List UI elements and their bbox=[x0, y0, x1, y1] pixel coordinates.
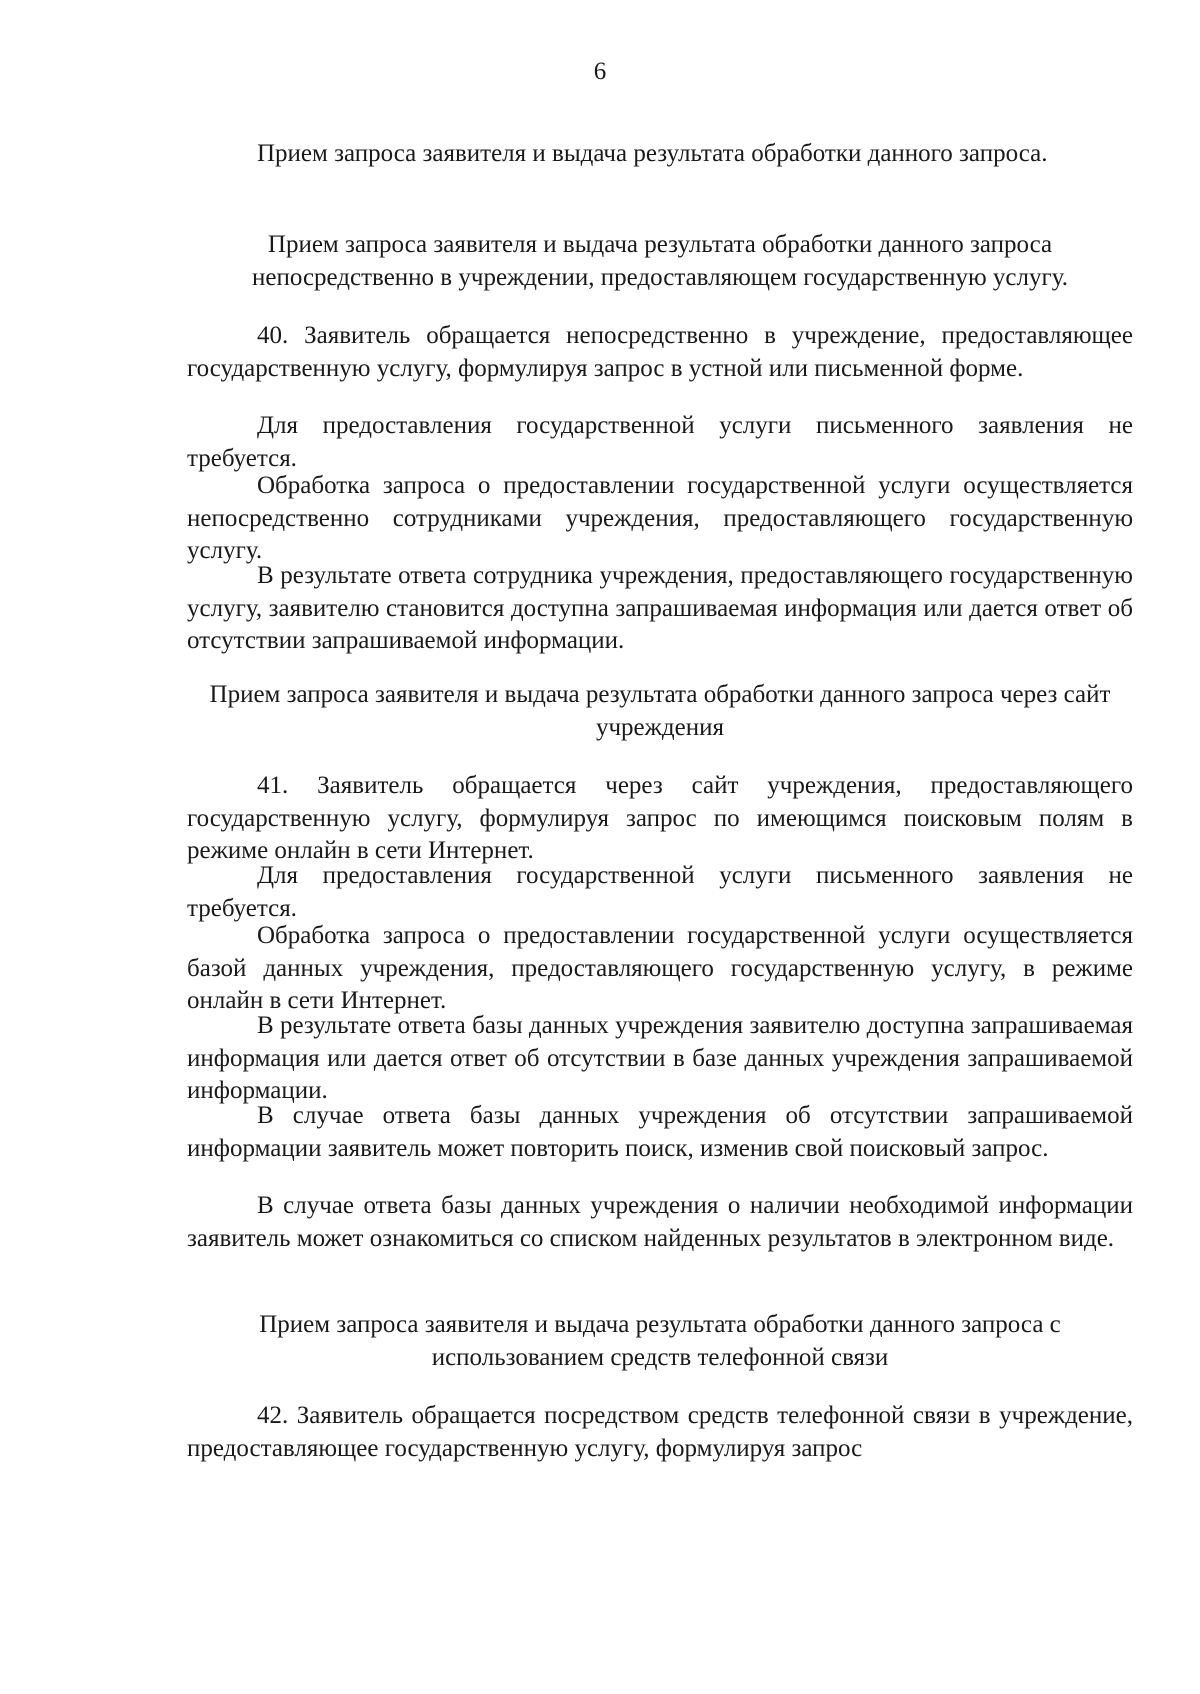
paragraph-41-result: В результате ответа базы данных учреждения заявителю доступна запрашиваемая информация или дается ответ об отсутствии в базе данных учреждения запрашиваемой информации. bbox=[187, 1012, 1133, 1104]
paragraph-40-processing: Обработка запроса о предоставлении государственной услуги осуществляется непосредственно сотрудниками учреждения, предоставляющего государственную услугу. bbox=[187, 472, 1133, 564]
paragraph-41-no-application: Для предоставления государственной услуги письменного заявления не требуется. bbox=[187, 862, 1133, 922]
page-number: 6 bbox=[593, 58, 607, 85]
paragraph-42: 42. Заявитель обращается посредством средств телефонной связи в учреждение, предоставляющее государственную услугу, формулируя запрос bbox=[187, 1402, 1133, 1462]
paragraph-41: 41. Заявитель обращается через сайт учреждения, предоставляющего государственную услугу, формулируя запрос по имеющимся поисковым полям в режиме онлайн в сети Интернет. bbox=[187, 772, 1133, 864]
intro-paragraph: Прием запроса заявителя и выдача результата обработки данного запроса. bbox=[257, 140, 1048, 167]
section-heading-website: Прием запроса заявителя и выдача результата обработки данного запроса через сайт учреждения bbox=[209, 681, 1111, 741]
section-heading-telephone: Прием запроса заявителя и выдача результата обработки данного запроса с использованием средств телефонной связи bbox=[259, 1311, 1061, 1371]
paragraph-40-no-application: Для предоставления государственной услуги письменного заявления не требуется. bbox=[187, 412, 1133, 472]
paragraph-41-not-found: В случае ответа базы данных учреждения об отсутствии запрашиваемой информации заявитель может повторить поиск, изменив свой поисковый запрос. bbox=[187, 1102, 1133, 1162]
section-heading-in-person: Прием запроса заявителя и выдача результата обработки данного запроса непосредственно в учреждении, предоставляющем государственную услугу. bbox=[251, 231, 1069, 291]
paragraph-40-result: В результате ответа сотрудника учреждения, предоставляющего государственную услугу, заявителю становится доступна запрашиваемая информация или дается ответ об отсутствии запрашиваемой информации. bbox=[187, 562, 1133, 654]
paragraph-41-found: В случае ответа базы данных учреждения о наличии необходимой информации заявитель может ознакомиться со списком найденных результатов в электронном виде. bbox=[187, 1192, 1133, 1252]
paragraph-40: 40. Заявитель обращается непосредственно в учреждение, предоставляющее государственную услугу, формулируя запрос в устной или письменной форме. bbox=[187, 322, 1133, 382]
paragraph-41-processing: Обработка запроса о предоставлении государственной услуги осуществляется базой данных учреждения, предоставляющего государственную услугу, в режиме онлайн в сети Интернет. bbox=[187, 922, 1133, 1014]
